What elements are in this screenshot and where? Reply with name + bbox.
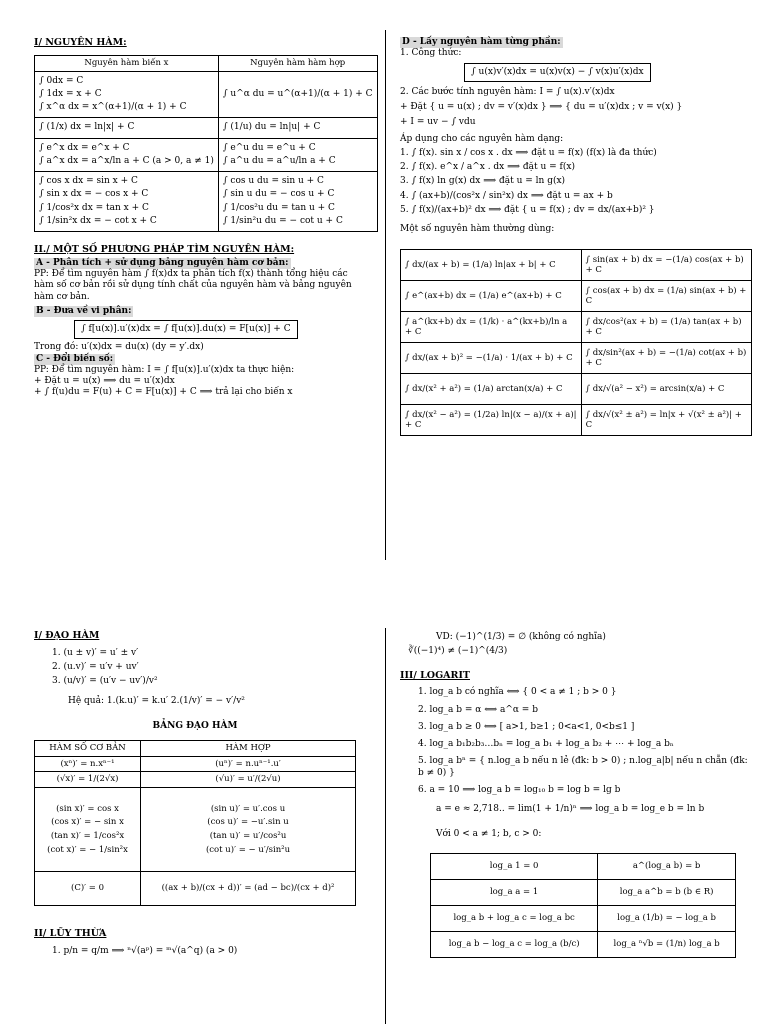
formula: ∫ (1/u) du = ln|u| + C bbox=[222, 122, 321, 133]
table-row bbox=[401, 343, 752, 374]
method-d-heading: D - Lấy nguyên hàm từng phần: bbox=[402, 37, 561, 47]
list-item: 1. (u ± v)′ = u′ ± v′ bbox=[52, 647, 139, 658]
table-row bbox=[35, 138, 378, 172]
antiderivative-section bbox=[34, 37, 373, 399]
formula: log_a b − log_a c = log_a (b/c) bbox=[431, 931, 598, 957]
logarithm-table bbox=[430, 853, 736, 958]
formula: ∫ x^α dx = x^(α+1)/(α + 1) + C bbox=[39, 102, 187, 112]
formula: ∫ 1/cos²x dx = tan x + C bbox=[39, 202, 149, 213]
formula: ∫ e^x dx = e^x + C bbox=[39, 142, 130, 153]
table-row bbox=[431, 879, 736, 905]
formula: ∫ a^(kx+b) dx = (1/k) · a^(kx+b)/ln a + C bbox=[401, 312, 582, 343]
table-row bbox=[35, 172, 378, 232]
formula: ∫ 1/sin²x dx = − cot x + C bbox=[39, 215, 157, 226]
derivative-table bbox=[34, 740, 356, 906]
section-title-derivative: I/ ĐẠO HÀM bbox=[34, 630, 100, 641]
list-item: 1. log_a b có nghĩa ⟺ { 0 < a ≠ 1 ; b > 0 } bbox=[418, 687, 617, 698]
derivative-table-title: BẢNG ĐẠO HÀM bbox=[152, 720, 238, 731]
formula: log_a a^b = b (b ∈ R) bbox=[598, 879, 736, 905]
e-definition: a = e ≈ 2,718.. = lim(1 + 1/n)ⁿ ⟹ log_a b = log_e b = ln b bbox=[436, 804, 705, 815]
formula: ∫ dx/√(x² ± a²) = ln|x + √(x² ± a²)| + C bbox=[581, 405, 751, 436]
logarithm-section bbox=[400, 632, 752, 958]
formula: ∫ 1/cos²u du = tan u + C bbox=[222, 202, 335, 213]
power-section bbox=[34, 928, 356, 957]
formula: ∫ dx/(ax + b)² = −(1/a) · 1/(ax + b) + C bbox=[401, 343, 582, 374]
list-item: 6. a = 10 ⟹ log_a b = log₁₀ b = log b = lg b bbox=[418, 784, 621, 795]
steps-title: 2. Các bước tính nguyên hàm: I = ∫ u(x).v′(x)dx bbox=[400, 86, 615, 97]
formula: (√x)′ = 1/(2√x) bbox=[35, 772, 141, 788]
table-row bbox=[35, 118, 378, 138]
formula: ∫ dx/√(a² − x²) = arcsin(x/a) + C bbox=[581, 374, 751, 405]
column-divider-bottom bbox=[385, 628, 386, 1024]
table-row bbox=[431, 853, 736, 879]
formula: ∫ 0dx = C bbox=[39, 75, 84, 86]
list-item: 2. log_a b = α ⟺ a^α = b bbox=[418, 704, 538, 715]
formula: ∫ dx/sin²(ax + b) = −(1/a) cot(ax + b) + C bbox=[581, 343, 751, 374]
formula: ∫ e^(ax+b) dx = (1/a) e^(ax+b) + C bbox=[401, 281, 582, 312]
method-b-heading: B - Đưa về vi phân: bbox=[36, 305, 132, 316]
formula: (uⁿ)′ = n.uⁿ⁻¹.u′ bbox=[141, 756, 356, 772]
formula bbox=[145, 804, 351, 856]
parts-formula: ∫ u(x)v′(x)dx = u(x)v(x) − ∫ v(x)u′(x)dx bbox=[464, 63, 651, 82]
formula: (C)′ = 0 bbox=[35, 872, 141, 906]
table-row bbox=[431, 905, 736, 931]
formula: ∫ sin u du = − cos u + C bbox=[222, 189, 335, 200]
col-basic-header: Nguyên hàm biến x bbox=[35, 55, 219, 71]
column-divider-top bbox=[385, 30, 386, 560]
col-composite-header: Nguyên hàm hàm hợp bbox=[218, 55, 377, 71]
formula-line: (cot u)′ = − u′/sin²u bbox=[205, 844, 291, 855]
list-item: 3. (u/v)′ = (u′v − uv′)/v² bbox=[52, 676, 158, 687]
formula: ∫ 1dx = x + C bbox=[39, 88, 102, 99]
table-row bbox=[35, 788, 356, 872]
conditions: Với 0 < a ≠ 1; b, c > 0: bbox=[436, 829, 542, 840]
apply-title: Áp dụng cho các nguyên hàm dạng: bbox=[400, 133, 564, 144]
section-title-antiderivative: I/ NGUYÊN HÀM: bbox=[34, 37, 127, 48]
list-item: 2. ∫ f(x). e^x / a^x . dx ⟹ đặt u = f(x) bbox=[400, 162, 575, 172]
formula: ∫ sin x dx = − cos x + C bbox=[39, 189, 149, 200]
formula: ∫ dx/cos²(ax + b) = (1/a) tan(ax + b) + C bbox=[581, 312, 751, 343]
table-row bbox=[401, 405, 752, 436]
table-row bbox=[35, 756, 356, 772]
formula-line: (cos u)′ = −u′.sin u bbox=[207, 817, 289, 828]
step-result: + I = uv − ∫ vdu bbox=[400, 117, 476, 128]
formula: log_a ⁿ√b = (1/n) log_a b bbox=[598, 931, 736, 957]
table-row bbox=[431, 931, 736, 957]
method-b-note: Trong đó: u′(x)dx = du(x) (dy = y′.dx) bbox=[34, 342, 204, 353]
formula: a^(log_a b) = b bbox=[598, 853, 736, 879]
formula: ∫ cos x dx = sin x + C bbox=[39, 176, 138, 186]
table-row bbox=[401, 374, 752, 405]
formula: (xⁿ)′ = n.xⁿ⁻¹ bbox=[35, 756, 141, 772]
table-row bbox=[401, 312, 752, 343]
formula-line: (tan u)′ = u′/cos²u bbox=[209, 831, 287, 841]
formula: log_a (1/b) = − log_a b bbox=[598, 905, 736, 931]
formula: (√u)′ = u′/(2√u) bbox=[141, 772, 356, 788]
list-item: 5. ∫ f(x)/(ax+b)² dx ⟹ đặt { u = f(x) ; dv = dx/(ax+b)² } bbox=[400, 204, 655, 215]
method-c-heading: C - Đổi biến số: bbox=[36, 353, 114, 364]
list-item: 2. (u.v)′ = u′v + uv′ bbox=[52, 662, 139, 673]
common-title: Một số nguyên hàm thường dùng: bbox=[400, 224, 555, 234]
item-label: 1. Công thức: bbox=[400, 48, 462, 59]
method-c-text: PP: Để tìm nguyên hàm: I = ∫ f[u(x)].u′(x)dx ta thực hiện: bbox=[34, 364, 295, 375]
section-title-methods: II./ MỘT SỐ PHƯƠNG PHÁP TÌM NGUYÊN HÀM: bbox=[34, 244, 295, 255]
step-substitution: + Đặt { u = u(x) ; dv = v′(x)dx } ⟹ { du = u′(x)dx ; v = v(x) } bbox=[400, 102, 683, 112]
list-item: 3. ∫ f(x) ln g(x) dx ⟹ đặt u = ln g(x) bbox=[400, 176, 566, 187]
formula: ∫ (1/x) dx = ln|x| + C bbox=[39, 122, 135, 133]
method-c-step: + ∫ f(u)du = F(u) + C = F[u(x)] + C ⟹ trả lại cho biến x bbox=[34, 387, 293, 398]
formula: ∫ a^u du = a^u/ln a + C bbox=[222, 155, 336, 166]
list-item: 3. log_a b ≥ 0 ⟺ [ a>1, b≥1 ; 0<a<1, 0<b≤1 ] bbox=[418, 721, 635, 732]
formula: ∫ 1/sin²u du = − cot u + C bbox=[222, 215, 343, 226]
method-a-heading: A - Phân tích + sử dụng bảng nguyên hàm cơ bản: bbox=[36, 257, 289, 268]
formula-line: (tan x)′ = 1/cos²x bbox=[50, 831, 125, 841]
formula: ∫ sin(ax + b) dx = −(1/a) cos(ax + b) + C bbox=[581, 250, 751, 281]
formula: ∫ dx/(ax + b) = (1/a) ln|ax + b| + C bbox=[401, 250, 582, 281]
table-row bbox=[401, 281, 752, 312]
formula-line: (sin x)′ = cos x bbox=[56, 803, 119, 814]
example-line: VD: (−1)^(1/3) = ∅ (không có nghĩa) bbox=[436, 632, 606, 642]
common-antiderivatives-table bbox=[400, 249, 752, 436]
formula: log_a b + log_a c = log_a bc bbox=[431, 905, 598, 931]
formula: ∫ cos(ax + b) dx = (1/a) sin(ax + b) + C bbox=[581, 281, 751, 312]
col-basic-header: HÀM SỐ CƠ BẢN bbox=[35, 741, 141, 757]
list-item: 1. p/n = q/m ⟹ ⁿ√(aᵖ) = ᵐ√(a^q) (a > 0) bbox=[52, 945, 238, 956]
formula: ∫ dx/(x² + a²) = (1/a) arctan(x/a) + C bbox=[401, 374, 582, 405]
method-a-text: PP: Để tìm nguyên hàm ∫ f(x)dx ta phân tích f(x) thành tổng hiệu các hàm số cơ bản rồi sử dụng tính chất của nguyên hàm và bảng nguyên hàm cơ bản. bbox=[34, 269, 352, 302]
table-row bbox=[35, 71, 378, 118]
formula: log_a 1 = 0 bbox=[431, 853, 598, 879]
formula: ∫ dx/(x² − a²) = (1/2a) ln|(x − a)/(x + a)| + C bbox=[401, 405, 582, 436]
formula: ∫ cos u du = sin u + C bbox=[222, 176, 324, 186]
list-item: 1. ∫ f(x). sin x / cos x . dx ⟹ đặt u = f(x) (f(x) là đa thức) bbox=[400, 147, 657, 158]
corollary: Hệ quả: 1.(k.u)′ = k.u′ 2.(1/v)′ = − v′/v² bbox=[68, 695, 245, 706]
list-item: 4. log_a b₁b₂b₃…bₙ = log_a b₁ + log_a b₂ + ⋯ + log_a bₙ bbox=[418, 739, 674, 750]
formula-line: (cos x)′ = − sin x bbox=[51, 817, 124, 828]
antiderivative-table bbox=[34, 55, 378, 232]
example-line: ∛((−1)⁴) ≠ (−1)^(4/3) bbox=[408, 646, 508, 657]
method-b-formula: ∫ f[u(x)].u′(x)dx = ∫ f[u(x)].du(x) = F[u(x)] + C bbox=[74, 320, 298, 339]
formula: ∫ e^u du = e^u + C bbox=[222, 142, 316, 153]
method-c-step: + Đặt u = u(x) ⟹ du = u′(x)dx bbox=[34, 376, 175, 387]
formula: ∫ u^α du = u^(α+1)/(α + 1) + C bbox=[222, 88, 373, 99]
formula-line: (cot x)′ = − 1/sin²x bbox=[47, 844, 128, 855]
formula bbox=[39, 804, 136, 856]
list-item: 4. ∫ (ax+b)/(cos²x / sin²x) dx ⟹ đặt u = ax + b bbox=[400, 190, 613, 201]
formula: ((ax + b)/(cx + d))′ = (ad − bc)/(cx + d)² bbox=[141, 872, 356, 906]
table-row bbox=[35, 872, 356, 906]
section-title-logarithm: III/ LOGARIT bbox=[400, 669, 470, 681]
derivative-section bbox=[34, 630, 356, 957]
table-row bbox=[35, 772, 356, 788]
formula: log_a a = 1 bbox=[431, 879, 598, 905]
col-composite-header: HÀM HỢP bbox=[141, 741, 356, 757]
methods-section bbox=[34, 244, 356, 399]
integration-by-parts-section bbox=[400, 37, 752, 436]
formula-line: (sin u)′ = u′.cos u bbox=[210, 803, 286, 814]
formula: ∫ a^x dx = a^x/ln a + C (a > 0, a ≠ 1) bbox=[39, 155, 214, 166]
section-title-power: II/ LŨY THỪA bbox=[34, 928, 107, 939]
list-item: 5. log_a bⁿ = { n.log_a b nếu n lẻ (đk: b > 0) ; n.log_a|b| nếu n chẵn (đk: b ≠ 0) } bbox=[418, 756, 748, 778]
table-row bbox=[401, 250, 752, 281]
